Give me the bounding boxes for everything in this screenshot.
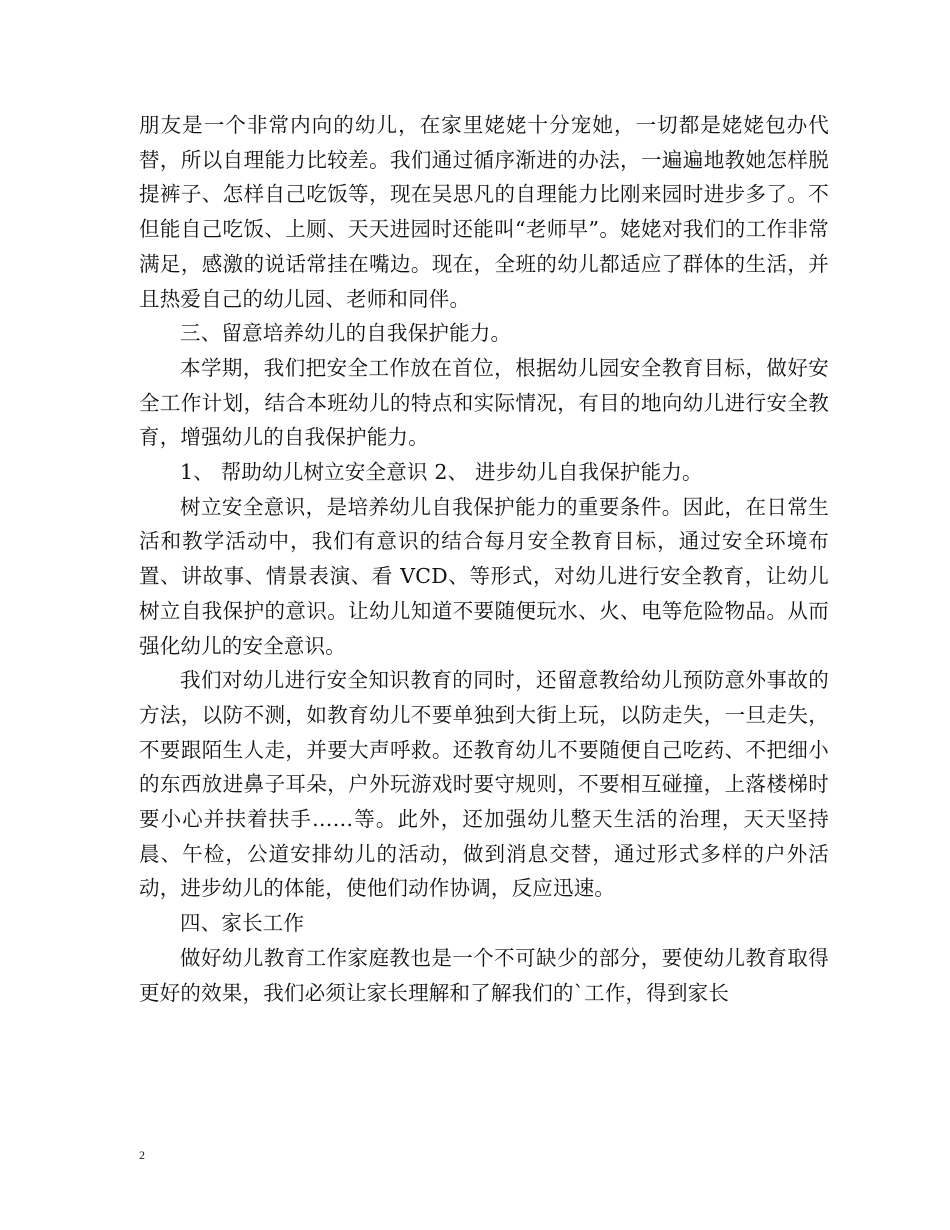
paragraph: 我们对幼儿进行安全知识教育的同时，还留意教给幼儿预防意外事故的方法，以防不测，如教育幼儿不要单独到大街上玩，以防走失，一旦走失，不要跟陌生人走，并要大声呼救。还教育幼儿不要随便自己吃药、不把细小的东西放进鼻子耳朵，户外玩游戏时要守规则，不要相互碰撞，上落楼梯时要小心并扶着扶手……等。此外，还加强幼儿整天生活的治理，天天坚持晨、午检，公道安排幼儿的活动，做到消息交替，通过形式多样的户外活动，进步幼儿的体能，使他们动作协调，反应迅速。	[139, 668, 829, 901]
document-body	[139, 108, 829, 1010]
paragraph: 做好幼儿教育工作家庭教也是一个不可缺少的部分，要使幼儿教育取得更好的效果，我们必须让家长理解和了解我们的`工作，得到家长	[139, 945, 829, 1005]
page-number: 2	[139, 1148, 145, 1162]
paragraph: 树立安全意识，是培养幼儿自我保护能力的重要条件。因此，在日常生活和教学活动中，我们有意识的结合每月安全教育目标，通过安全环境布置、讲故事、情景表演、看 VCD、等形式，对幼儿进行安全教育，让幼儿树立自我保护的意识。让幼儿知道不要随便玩水、火、电等危险物品。从而强化幼儿的安全意识。	[139, 494, 829, 658]
paragraph: 本学期，我们把安全工作放在首位，根据幼儿园安全教育目标，做好安全工作计划，结合本班幼儿的特点和实际情况，有目的地向幼儿进行安全教育，增强幼儿的自我保护能力。	[139, 355, 829, 450]
paragraph-list-items: 1、 帮助幼儿树立安全意识 2、 进步幼儿自我保护能力。	[180, 460, 703, 485]
section-heading-self-protection: 三、留意培养幼儿的自我保护能力。	[180, 321, 512, 346]
paragraph-continuation: 朋友是一个非常内向的幼儿，在家里姥姥十分宠她，一切都是姥姥包办代替，所以自理能力比较差。我们通过循序渐进的办法，一遍遍地教她怎样脱提裤子、怎样自己吃饭等，现在吴思凡的自理能力比刚来园时进步多了。不但能自己吃饭、上厕、天天进园时还能叫“老师早”。姥姥对我们的工作非常满足，感激的说话常挂在嘴边。现在，全班的幼儿都适应了群体的生活，并且热爱自己的幼儿园、老师和同伴。	[139, 113, 829, 311]
section-heading-parent-work: 四、家长工作	[180, 911, 305, 936]
